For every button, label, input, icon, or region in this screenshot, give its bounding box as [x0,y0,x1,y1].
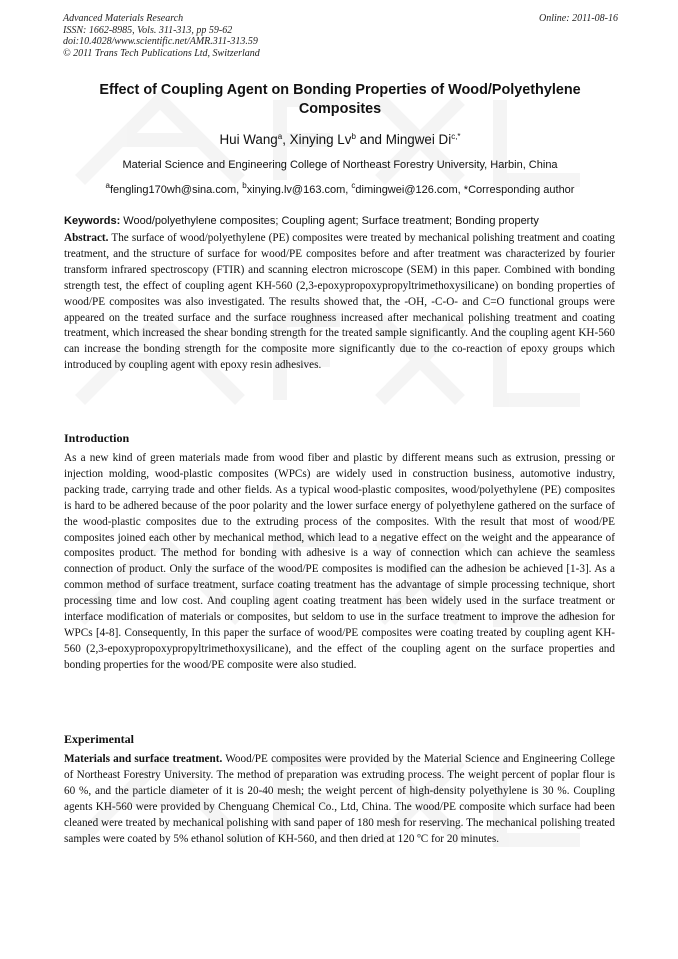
author-separator: and [355,132,386,147]
abstract-text: The surface of wood/polyethylene (PE) composites were treated by mechanical polishing treatment and coating treatment, and the structure of surface for wood/PE composites before and after treatment was characterized by fourier transform infrared spectroscopy (FTIR) and scanning electron microscope (SEM) in this paper. Combined with bonding strength test, the effect of coupling agent KH-560 (2,3-epoxypropoxypropyltrimethoxysilicane) on bonding properties of wood/PE composites was also investigated. The results showed that, the -OH, -C-O- and C=O functional groups were appeared on the treated surface and the surface roughness increased after mechanical polishing treatment and coating treatment, which increased the shear bonding strength for the treated sample significantly. And the coupling agent KH-560 can increase the bonding strength for the composite more significantly due to the co-reaction of epoxy groups which introduced by coupling agent with epoxy resin adhesives. [64,232,615,372]
email-mark: b [242,181,247,190]
email-address: dimingwei@126.com, *Corresponding author [355,184,575,196]
journal-name: Advanced Materials Research [63,13,184,24]
paper-title: Effect of Coupling Agent on Bonding Properties of Wood/Polyethylene Composites [99,82,581,117]
author-name: Xinying Lv [289,132,352,147]
abstract-label: Abstract. [64,232,109,244]
abstract [64,231,615,374]
author-mark: b [351,132,356,141]
author-mark: a [277,132,283,141]
author-separator: , [282,132,290,147]
copyright-line: © 2011 Trans Tech Publications Ltd, Switzerland [63,47,260,59]
email-mark: a [105,181,110,190]
email-address: xinying.lv@163.com, [246,184,352,196]
publication-header [63,13,618,59]
author-mark: c,* [451,132,461,141]
keywords-label: Keywords: [64,215,121,227]
email-mark: c [351,181,356,190]
subsection-lead: Materials and surface treatment. [64,753,223,765]
author-name: Hui Wang [219,132,278,147]
email-list [60,179,620,197]
introduction-paragraph: As a new kind of green materials made from wood fiber and plastic by different means such as extrusion, pressing or injection molding, wood-plastic composites (WPCs) are widely used in construction business, automotive industry, packing trade, carrying trade and other fields. As a typical wood-plastic composites, wood/polyethylene (PE) composites is hard to be adhered because of the poor polarity and the lower surface energy of polyethylene gathered on the surface of the wood-plastic composites due to the extruding process of the composites. With the result that most of wood/PE composites joined each other by mechanical method, which lead to a negative effect on the weight and the appearance of composites product. The method for bonding with adhesive is a way of connection which can achieve the seamless connection of product. Only the surface of the wood/PE composites is modified can the adhesion be achieved [1-3]. As a common method of surface treatment, surface coating treatment has the advantage of simple processing technique, short processing time and low cost. And coupling agent coating treatment has been widely used in the surface treatment or interface modification of materials or composites, but seldom to use in the surface treatment to improve the adhesion for WPCs [4-8]. Consequently, In this paper the surface of wood/PE composites were coating treated by coupling agent KH-560 (2,3-epoxypropoxypropyltrimethoxysilicane), and the effect of the coupling agent on the surface properties and bonding properties for the wood/PE composite were also studied. [64,452,615,671]
issn-line: ISSN: 1662-8985, Vols. 311-313, pp 59-62 [63,24,233,36]
experimental-paragraph [64,752,615,847]
doi-line: doi:10.4028/www.scientific.net/AMR.311-313.59 [63,36,258,47]
online-date: Online: 2011-08-16 [539,13,618,24]
section-heading-introduction: Introduction [64,431,130,445]
author-list [60,129,620,148]
keywords [64,215,617,228]
affiliation: Material Science and Engineering College of Northeast Forestry University, Harbin, China [122,159,558,171]
section-heading-experimental: Experimental [64,732,134,746]
experimental-text: Wood/PE composites were provided by the Material Science and Engineering College of Northeast Forestry University. The method of preparation was extruding process. The weight percent of poplar flour is 60 %, and the particle diameter of it is 20-40 mesh; the weight percent of high-density polyethylene is 30 %. Coupling agents KH-560 were provided by Chenguang Chemical Co., Ltd, China. The wood/PE composite which surface had been cleaned were treated by mechanical polishing with sand paper of 180 mesh for reserving. The mechanical polishing treated samples were coated by 5% ethanol solution of KH-560, and then dried at 120 ºC for 20 minutes. [64,753,615,845]
author-name: Mingwei Di [385,132,452,147]
keywords-text: Wood/polyethylene composites; Coupling agent; Surface treatment; Bonding property [120,215,539,227]
email-address: fengling170wh@sina.com, [109,184,243,196]
